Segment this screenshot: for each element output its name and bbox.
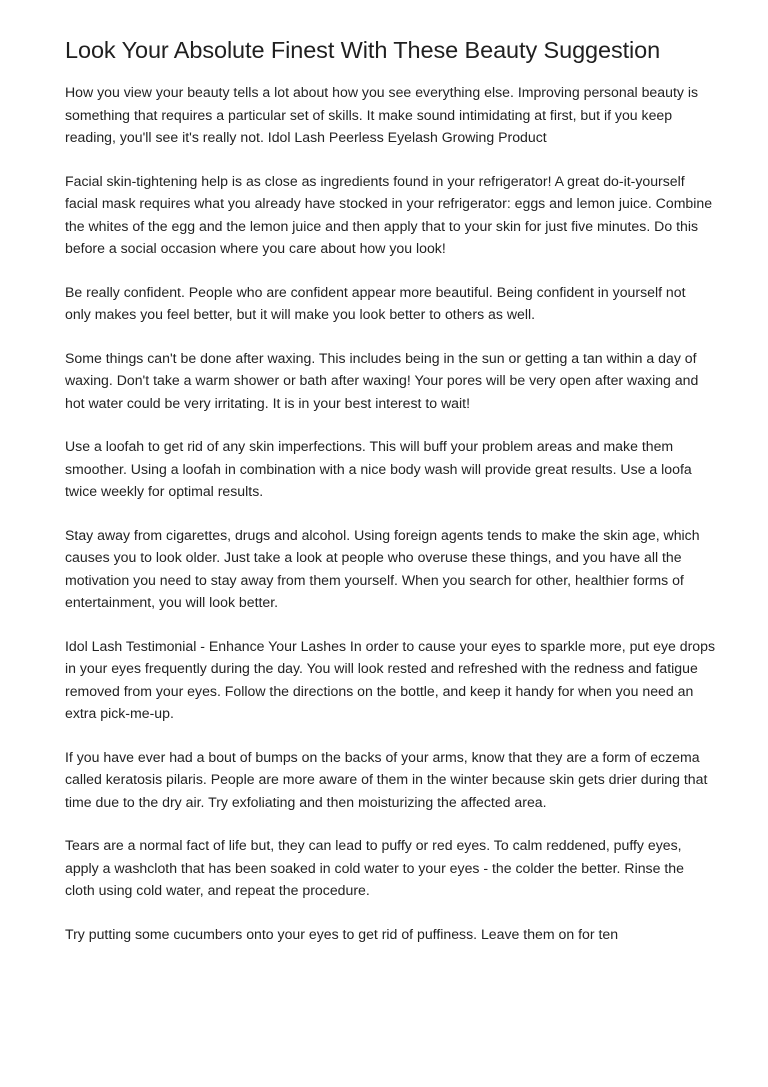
paragraph-7: Idol Lash Testimonial - Enhance Your Lashes In order to cause your eyes to sparkle more, put eye drops in your eyes frequently during the day. You will look rested and refreshed with the redness and fatigue removed from your eyes. Follow the directions on the bottle, and keep it handy for when you need an extra pick-me-up.: [65, 637, 715, 721]
paragraph-8: If you have ever had a bout of bumps on the backs of your arms, know that they are a form of eczema called keratosis pilaris. People are more aware of them in the winter because skin gets drier during that time due to the dry air. Try exfoliating and then moisturizing the affected area.: [65, 748, 708, 810]
paragraph-10: Try putting some cucumbers onto your eyes to get rid of puffiness. Leave them on for ten: [65, 925, 619, 942]
paragraph-2: Facial skin-tightening help is as close as ingredients found in your refrigerator! A great do-it-yourself facial mask requires what you already have stocked in your refrigerator: eggs and lemon juice. Combine the whites of the egg and the lemon juice and then apply that to your skin for just five minutes. Do this before a social occasion where you care about how you look!: [65, 172, 713, 256]
paragraph-1: How you view your beauty tells a lot about how you see everything else. Improving personal beauty is something that requires a particular set of skills. It make sound intimidating at first, but if you keep reading, you'll see it's really not. Idol Lash Peerless Eyelash Growing Product: [65, 84, 699, 145]
paragraph-9: Tears are a normal fact of life but, they can lead to puffy or red eyes. To calm reddened, puffy eyes, apply a washcloth that has been soaked in cold water to your eyes - the colder the better. Rinse the cloth using cold water, and repeat the procedure.: [65, 837, 684, 898]
document-body: [65, 81, 715, 945]
paragraph-6: Stay away from cigarettes, drugs and alcohol. Using foreign agents tends to make the skin age, which causes you to look older. Just take a look at people who overuse these things, and you have all the motivation you need to stay away from them yourself. When you search for other, healthier forms of entertainment, you will look better.: [65, 526, 700, 610]
paragraph-4: Some things can't be done after waxing. This includes being in the sun or getting a tan within a day of waxing. Don't take a warm shower or bath after waxing! Your pores will be very open after waxing and hot water could be very irritating. It is in your best interest to wait!: [65, 349, 699, 411]
document-page: [65, 30, 715, 966]
paragraph-5: Use a loofah to get rid of any skin imperfections. This will buff your problem areas and make them smoother. Using a loofah in combination with a nice body wash will provide great results. Use a loofa twice weekly for optimal results.: [65, 438, 692, 499]
document-title: Look Your Absolute Finest With These Beauty Suggestion: [65, 37, 661, 63]
paragraph-3: Be really confident. People who are confident appear more beautiful. Being confident in yourself not only makes you feel better, but it will make you look better to others as well.: [65, 283, 686, 322]
